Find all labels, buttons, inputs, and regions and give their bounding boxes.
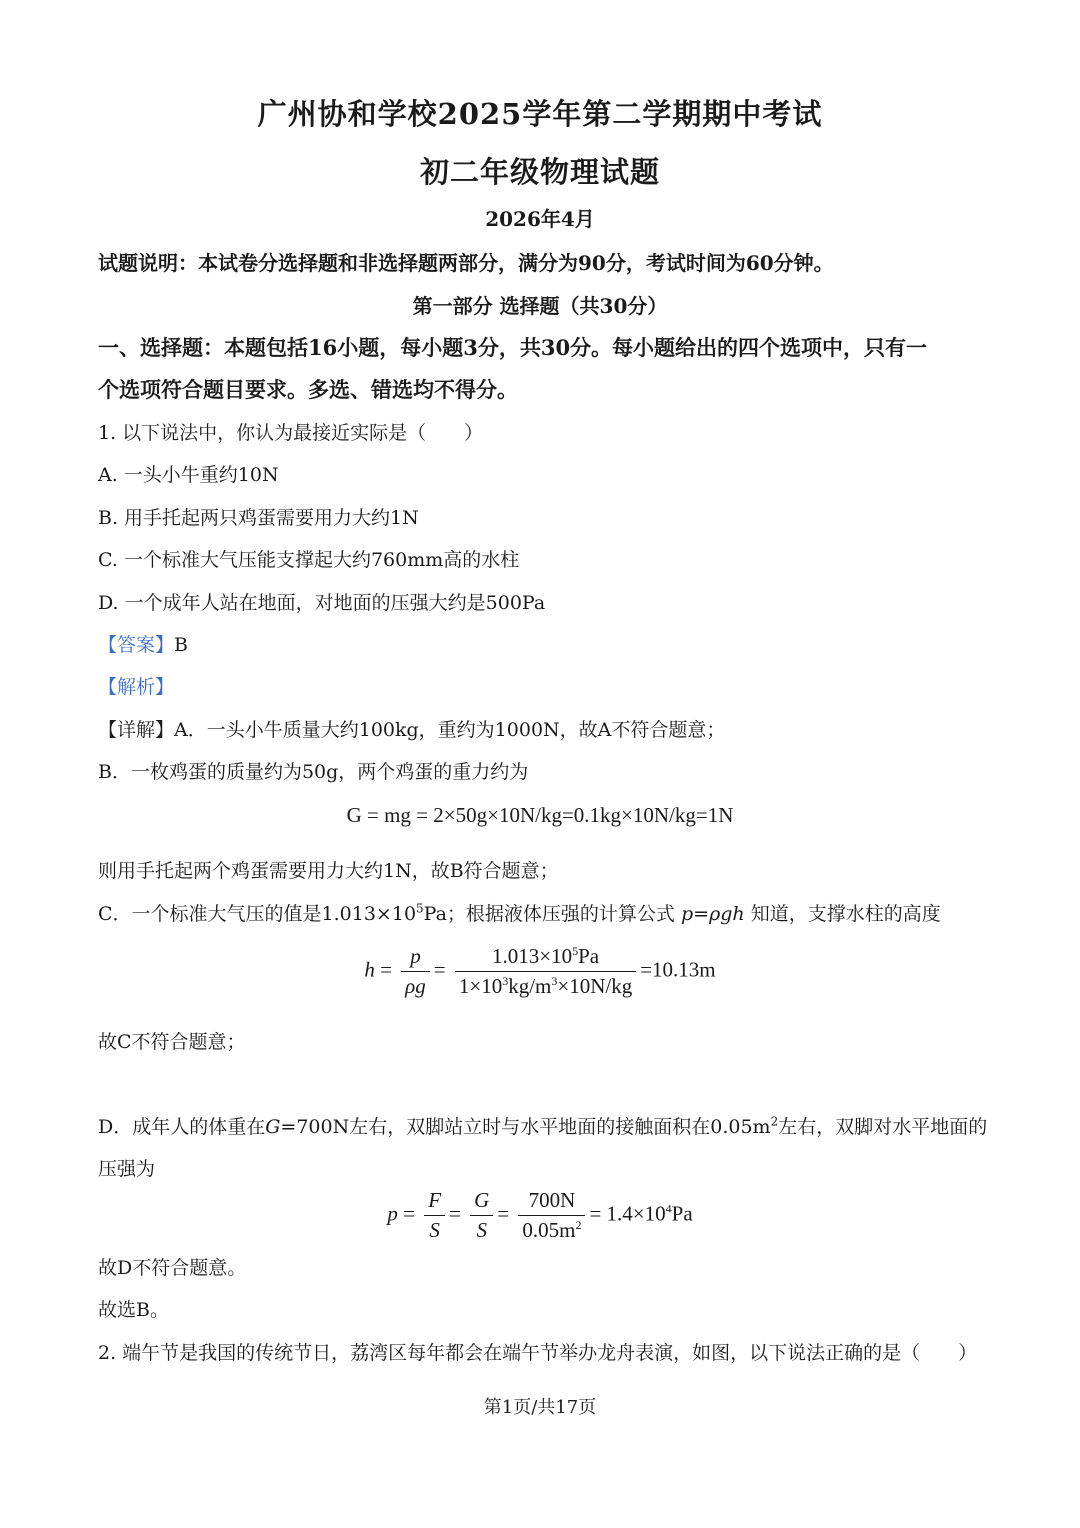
- frac2-den: [455, 972, 636, 999]
- formula-d-lhs: p: [387, 1201, 398, 1226]
- frac2-num-unit: Pa: [578, 944, 600, 968]
- exam-date: 2026年4月: [485, 207, 595, 231]
- exam-title: 广州协和学校2025学年第二学期期中考试: [257, 97, 823, 131]
- answer-value: B: [174, 634, 188, 656]
- detail-c-exp: 5: [416, 901, 424, 916]
- frac2-num-base: 1.013×10: [491, 944, 573, 968]
- frac2-num-exp: 5: [572, 944, 579, 958]
- frac2-den-a: 1×10: [458, 974, 503, 998]
- detail-b: B．一枚鸡蛋的质量约为50g，两个鸡蛋的重力约为: [98, 761, 529, 783]
- conclusion-d: 故D不符合题意。: [98, 1257, 247, 1279]
- q1-option-c: C. 一个标准大气压能支撑起大约760mm高的水柱: [98, 549, 520, 571]
- detail-c-formula: p=ρgh: [680, 903, 745, 925]
- frac2-den-b: kg/m: [508, 974, 552, 998]
- detail-a-text: A．一头小牛质量大约100kg，重约为1000N，故A不符合题意；: [174, 719, 726, 741]
- formula-c-frac1: [401, 944, 430, 999]
- detail-d-pre: D．成年人的体重在: [98, 1116, 266, 1138]
- formula-d-frac3: [518, 1188, 585, 1243]
- formula-d-result-exp: 4: [665, 1201, 672, 1216]
- fd2-den: S: [476, 1218, 487, 1242]
- detail-d-post: 左右，双脚对水平地面的: [778, 1116, 988, 1138]
- detail-label: 【详解】: [98, 719, 175, 741]
- q1-option-b: B. 用手托起两只鸡蛋需要用力大约1N: [98, 507, 419, 529]
- answer-label: 【答案】: [98, 634, 175, 656]
- frac1-den: ρg: [405, 974, 426, 998]
- detail-c-post: Pa；根据液体压强的计算公式: [423, 903, 675, 925]
- formula-c-lhs: h: [364, 957, 375, 982]
- formula-c: h = $\frac{p}{\rho g}$ = $\frac{1.013\times 10^5Pa}{1\times 10^3kg/m^3\times 10N/kg}$ =10.13m: [364, 944, 716, 998]
- conclusion-c: 故C不符合题意；: [98, 1031, 246, 1053]
- formula-d-result: = 1.4×10: [589, 1201, 666, 1226]
- q1-option-d: D. 一个成年人站在地面，对地面的压强大约是500Pa: [98, 592, 546, 614]
- formula-b: G = mg = 2×50g×10N/kg=0.1kg×10N/kg=1N: [346, 803, 734, 827]
- q1-answer: [98, 630, 188, 657]
- formula-d: p = $\frac{F}{S}$ = $\frac{G}{S}$ = $\frac{700N}{0.05m^2}$ = $1.4\times 10^4Pa$: [387, 1188, 693, 1242]
- detail-d-mid: =700N左右，双脚站立时与水平地面的接触面积在0.05m: [280, 1116, 771, 1138]
- q2-stem: 2. 端午节是我国的传统节日，荔湾区每年都会在端午节举办龙舟表演，如图，以下说法正确的是（ ）: [98, 1342, 978, 1364]
- frac2-num: [455, 944, 636, 972]
- detail-c-tail: 知道，支撑水柱的高度: [750, 903, 941, 925]
- formula-c-result: =10.13m: [640, 957, 716, 982]
- frac1-num: p: [401, 944, 430, 972]
- formula-d-result-unit: Pa: [671, 1201, 693, 1226]
- detail-d-line2: 压强为: [98, 1158, 156, 1180]
- section-heading-line2: 个选项符合题目要求。多选、错选均不得分。: [98, 377, 518, 402]
- detail-d-exp: 2: [770, 1114, 779, 1129]
- frac2-den-c: ×10N/kg: [557, 974, 633, 998]
- conclusion-b: 则用手托起两个鸡蛋需要用力大约1N，故B符合题意；: [98, 860, 559, 882]
- detail-c-pre: C．一个标准大气压的值是1.013×10: [98, 903, 417, 925]
- formula-d-frac1: [424, 1188, 445, 1243]
- detail-a: [98, 715, 725, 742]
- fd1-num: F: [424, 1188, 445, 1216]
- instructions: 试题说明：本试卷分选择题和非选择题两部分，满分为90分，考试时间为60分钟。: [98, 251, 834, 275]
- frac2-den-exp2: 3: [551, 974, 558, 988]
- page-footer: 第1页/共17页: [483, 1397, 597, 1418]
- detail-c: [98, 899, 941, 926]
- part1-heading: 第一部分 选择题（共30分）: [412, 294, 668, 318]
- q1-stem: 1. 以下说法中，你认为最接近实际是（ ）: [98, 422, 484, 444]
- formula-d-frac2: [470, 1188, 493, 1243]
- fd3-den-base: 0.05m: [522, 1218, 576, 1242]
- fd3-num: 700N: [518, 1188, 585, 1216]
- section-heading-line1: 一、选择题：本题包括16小题，每小题3分，共30分。每小题给出的四个选项中，只有一: [98, 335, 928, 360]
- q1-option-a: A. 一头小牛重约10N: [98, 464, 279, 486]
- exam-subtitle: 初二年级物理试题: [419, 155, 660, 189]
- fd2-num: G: [470, 1188, 493, 1216]
- formula-c-frac2: [455, 944, 636, 999]
- fd3-den: [518, 1216, 585, 1243]
- frac2-den-exp: 3: [502, 974, 509, 988]
- fd1-den: S: [429, 1218, 440, 1242]
- analysis-label: 【解析】: [98, 676, 175, 698]
- final-answer: 故选B。: [98, 1299, 169, 1321]
- fd3-den-exp: 2: [575, 1218, 582, 1232]
- detail-d: [98, 1112, 987, 1139]
- detail-d-g: G: [265, 1116, 281, 1138]
